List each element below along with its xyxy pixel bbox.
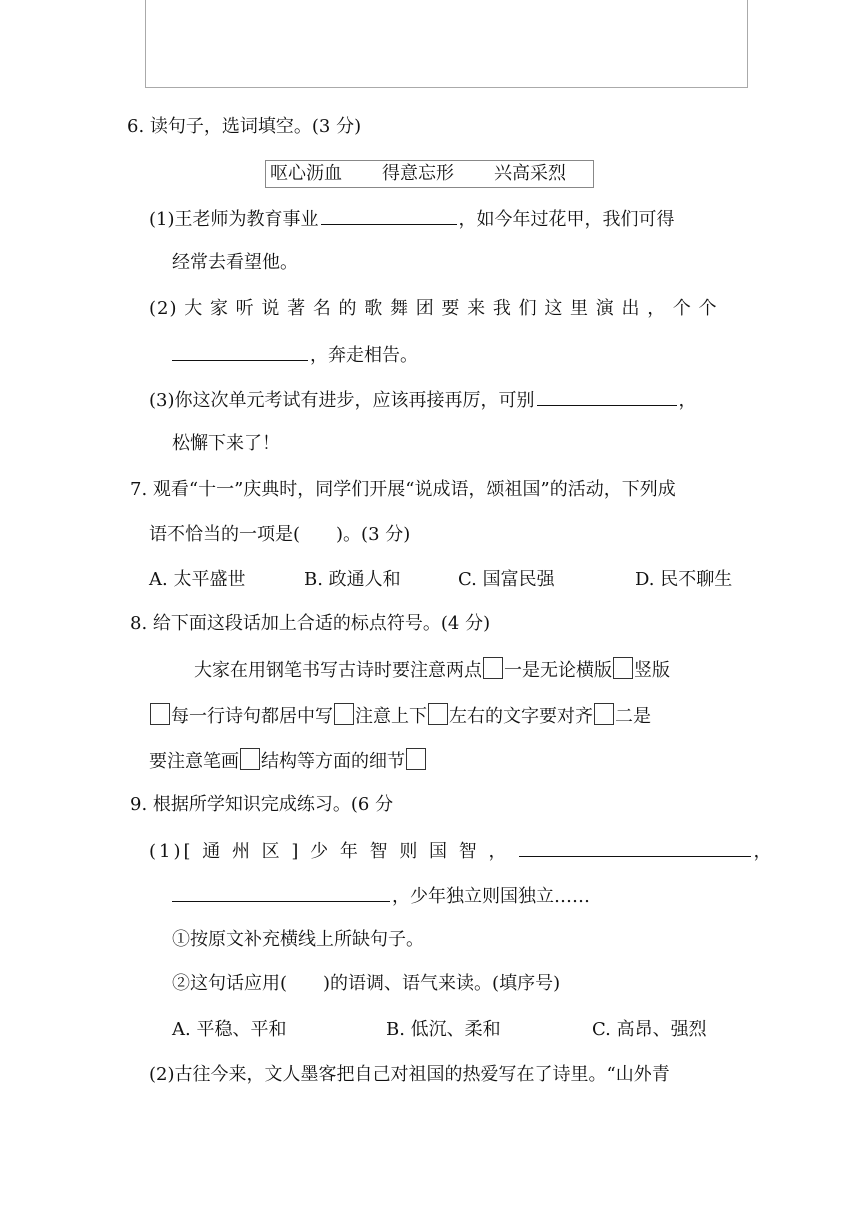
q9-blank-2[interactable] [172,883,390,902]
q8-punct-box-8[interactable] [406,748,426,770]
q8-punct-box-4[interactable] [334,703,354,725]
q6-sentence-1-cont: 经常去看望他。 [172,252,298,273]
q7-title-line-1: 7. 观看“十一”庆典时，同学们开展“说成语，颂祖国”的活动，下列成 [130,479,676,500]
q6-sentence-2: (2) 大 家 听 说 著 名 的 歌 舞 团 要 来 我 们 这 里 演 出 ， 个 个 [149,298,718,319]
q6-sentence-2-cont: ，奔走相告。 [172,342,418,368]
q8-punct-box-6[interactable] [594,703,614,725]
q9-option-c[interactable]: C. 高昂、强烈 [592,1019,707,1040]
q6-blank-2[interactable] [172,342,308,361]
q8-passage-line-1: 大家在用钢笔书写古诗时要注意两点 一是无论横版 竖版 [194,657,670,683]
q9-sub-1: ①按原文补充横线上所缺句子。 [172,929,424,950]
q6-sentence-1: (1)王老师为教育事业 ，如今年过花甲，我们可得 [149,206,675,232]
q7-option-a[interactable]: A. 太平盛世 [149,569,246,590]
q9-sentence-1-cont: ，少年独立则国独立…… [172,883,590,909]
q8-punct-box-7[interactable] [240,748,260,770]
q8-punct-box-1[interactable] [483,657,503,679]
q6-word-bank [265,160,594,188]
q8-passage-line-2: 每一行诗句都居中写 注意上下 左右的文字要对齐 二是 [149,703,651,729]
q9-blank-1[interactable] [519,838,751,857]
q6-word-3: 兴高采烈 [494,163,566,184]
q8-punct-box-5[interactable] [428,703,448,725]
q8-punct-box-3[interactable] [150,703,170,725]
q7-option-c[interactable]: C. 国富民强 [458,569,555,590]
q6-sentence-3-cont: 松懈下来了！ [172,433,280,454]
q6-title: 6. 读句子，选词填空。(3 分) [127,116,362,137]
q9-sentence-2: (2)古往今来，文人墨客把自己对祖国的热爱写在了诗里。“山外青 [149,1064,670,1085]
q8-passage-line-3: 要注意笔画 结构等方面的细节 [149,748,427,774]
q6-blank-1[interactable] [321,206,457,225]
q9-option-a[interactable]: A. 平稳、平和 [172,1019,287,1040]
q9-sentence-1: (1)[ 通 州 区 ] 少 年 智 则 国 智 ， ， [149,838,774,864]
previous-section-border [145,0,748,88]
q7-title-line-2: 语不恰当的一项是( )。(3 分) [149,524,411,545]
q7-option-d[interactable]: D. 民不聊生 [635,569,733,590]
q6-blank-3[interactable] [537,387,677,406]
q9-option-b[interactable]: B. 低沉、柔和 [386,1019,501,1040]
q9-sub-2: ②这句话应用( )的语调、语气来读。(填序号) [172,973,561,994]
q9-title: 9. 根据所学知识完成练习。(6 分 [130,794,394,815]
q8-title: 8. 给下面这段话加上合适的标点符号。(4 分) [130,613,491,634]
q7-option-b[interactable]: B. 政通人和 [304,569,401,590]
q6-word-1: 呕心沥血 [270,163,342,184]
q6-sentence-3: (3)你这次单元考试有进步，应该再接再厉，可别 ， [149,387,697,413]
q6-word-2: 得意忘形 [382,163,454,184]
q8-punct-box-2[interactable] [613,657,633,679]
